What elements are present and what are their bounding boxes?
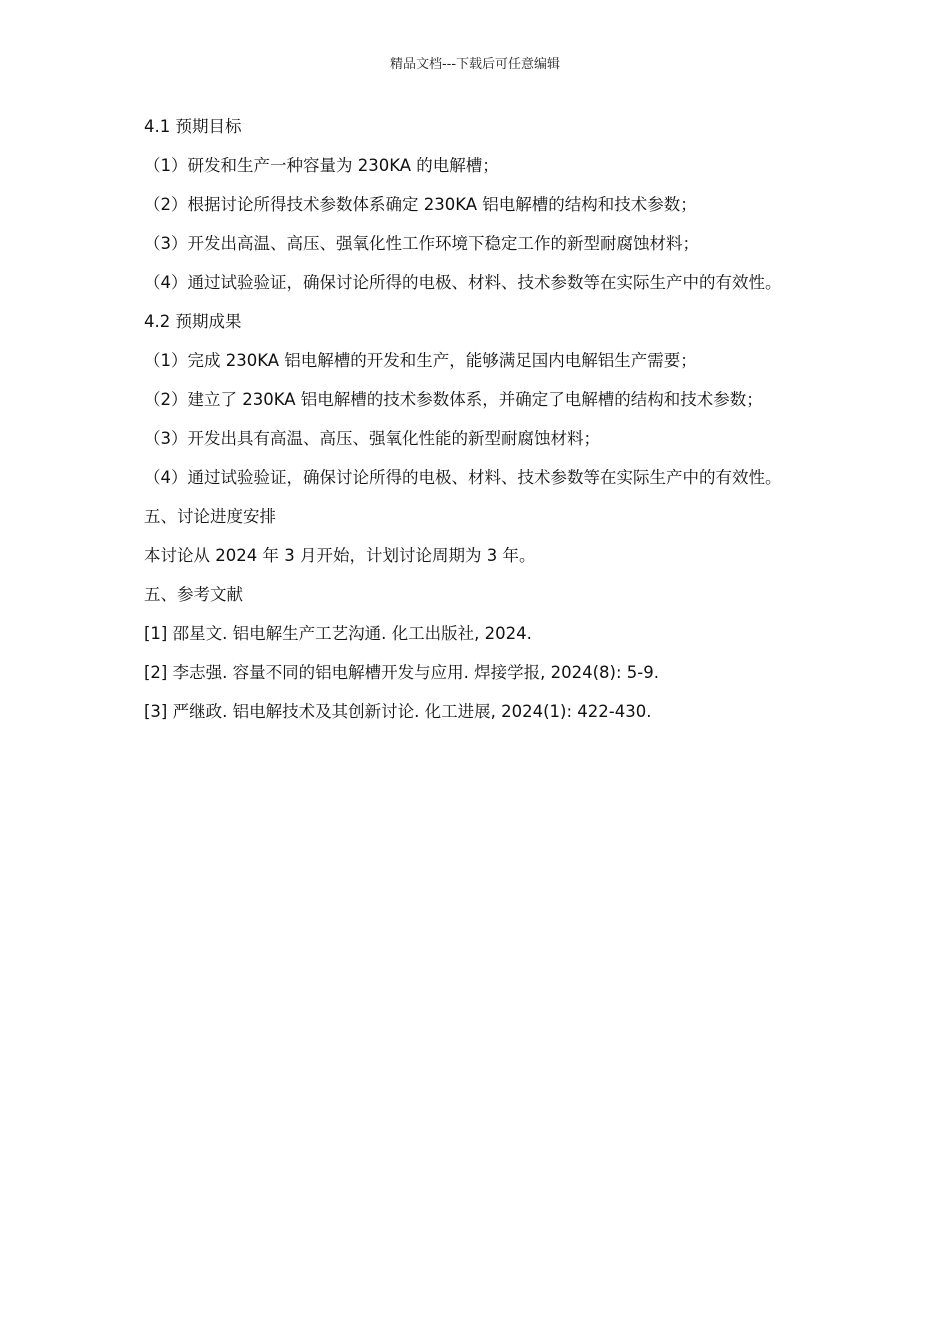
section-heading-schedule: 五、讨论进度安排 (144, 507, 276, 526)
result-item-2: （2）建立了 230KA 铝电解槽的技术参数体系，并确定了电解槽的结构和技术参数； (144, 390, 763, 409)
result-item-3: （3）开发出具有高温、高压、强氧化性能的新型耐腐蚀材料； (144, 429, 600, 448)
goal-item-1: （1）研发和生产一种容量为 230KA 的电解槽； (144, 156, 499, 175)
document-body (144, 114, 834, 738)
result-item-4: （4）通过试验验证，确保讨论所得的电极、材料、技术参数等在实际生产中的有效性。 (144, 468, 782, 487)
goal-item-3: （3）开发出高温、高压、强氧化性工作环境下稳定工作的新型耐腐蚀材料； (144, 234, 699, 253)
section-heading-references: 五、参考文献 (144, 585, 243, 604)
reference-item-1: [1] 邵星文. 铝电解生产工艺沟通. 化工出版社, 2024. (144, 624, 532, 643)
reference-item-2: [2] 李志强. 容量不同的铝电解槽开发与应用. 焊接学报, 2024(8): 5-9. (144, 663, 659, 682)
section-heading-4-2: 4.2 预期成果 (144, 312, 242, 331)
result-item-1: （1）完成 230KA 铝电解槽的开发和生产，能够满足国内电解铝生产需要； (144, 351, 697, 370)
reference-item-3: [3] 严继政. 铝电解技术及其创新讨论. 化工进展, 2024(1): 422-430. (144, 702, 652, 721)
page-header: 精品文档---下载后可任意编辑 (389, 57, 561, 72)
goal-item-4: （4）通过试验验证，确保讨论所得的电极、材料、技术参数等在实际生产中的有效性。 (144, 273, 782, 292)
goal-item-2: （2）根据讨论所得技术参数体系确定 230KA 铝电解槽的结构和技术参数； (144, 195, 697, 214)
schedule-text: 本讨论从 2024 年 3 月开始，计划讨论周期为 3 年。 (144, 546, 536, 565)
section-heading-4-1: 4.1 预期目标 (144, 117, 242, 136)
